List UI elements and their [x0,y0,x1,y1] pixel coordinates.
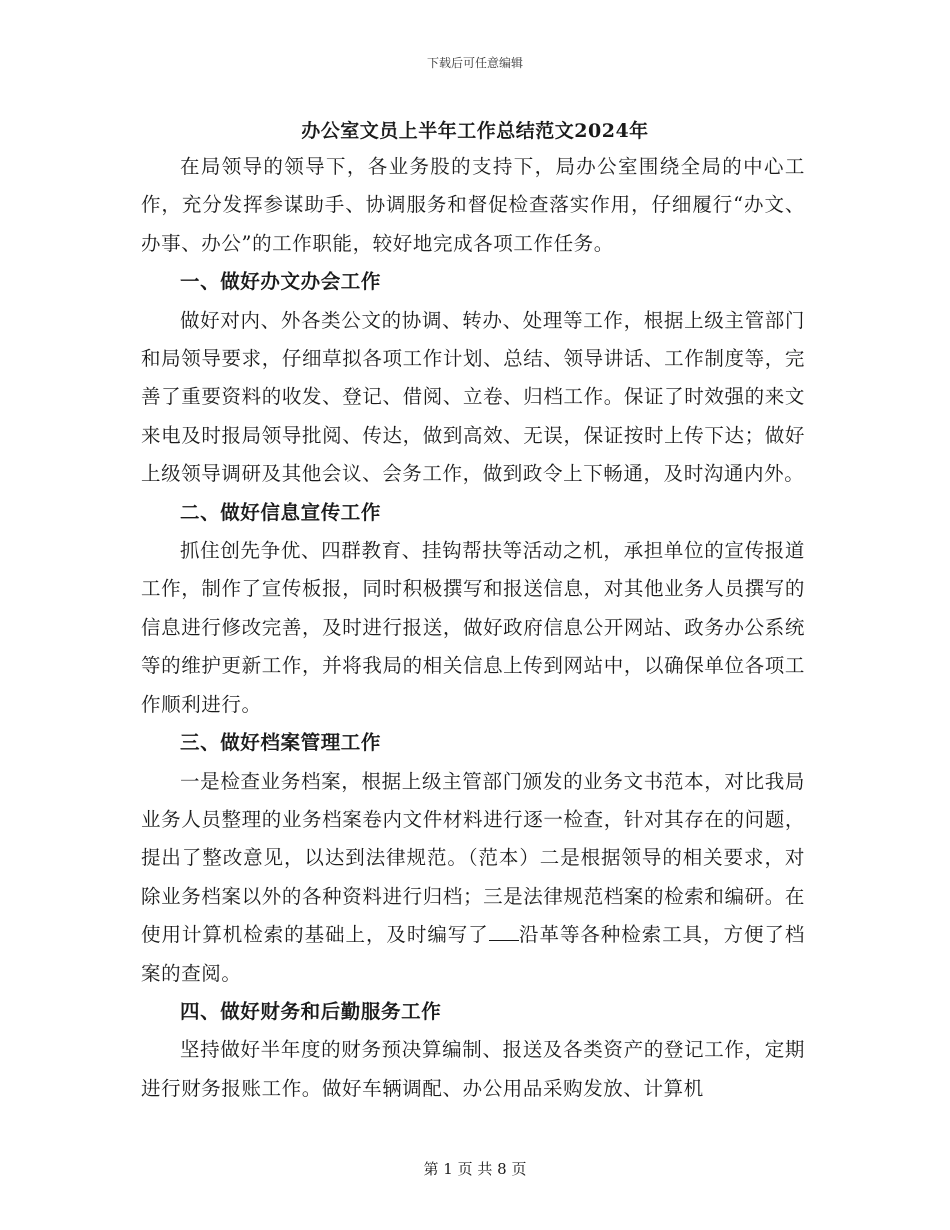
section-3-body-text: 一是检查业务档案，根据上级主管部门颁发的业务文书范本，对比我局业务人员整理的业务档案卷内文件材料进行逐一检查，针对其存在的问题，提出了整改意见，以达到法律规范。（范本）二是根据领导的相关要求，对除业务档案以外的各种资料进行归档；三是法律规范档案的检索和编研。在使用计算机检索的基础上，及时编写了 [141,769,805,947]
section-3-body-text-continued: 沿革等各种检索工具，方便了档案的查阅。 [141,923,806,985]
section-1-body: 做好对内、外各类公文的协调、转办、处理等工作，根据上级主管部门和局领导要求，仔细草拟各项工作计划、总结、领导讲话、工作制度等，完善了重要资料的收发、登记、借阅、立卷、归档工作。保证了时效强的来文来电及时报局领导批阅、传达，做到高效、无误，保证按时上传下达；做好上级领导调研及其他会议、会务工作，做到政令上下畅通，及时沟通内外。 [141,308,805,486]
document-title: 办公室文员上半年工作总结范文2024年 [301,120,649,142]
section-3-body [141,763,805,993]
section-2-heading: 二、做好信息宣传工作 [180,500,382,524]
section-2-body: 抓住创先争优、四群教育、挂钩帮扶等活动之机，承担单位的宣传报道工作，制作了宣传板报，同时积极撰写和报送信息，对其他业务人员撰写的信息进行修改完善，及时进行报送，做好政府信息公开网站、政务办公系统等的维护更新工作，并将我局的相关信息上传到网站中，以确保单位各项工作顺利进行。 [141,539,805,716]
header-note: 下载后可任意编辑 [426,56,523,70]
section-1-heading: 一、做好办文办会工作 [180,270,382,294]
section-4-heading: 四、做好财务和后勤服务工作 [180,999,442,1023]
fill-in-blank [489,922,519,941]
page-number: 第 1 页 共 8 页 [423,1160,527,1178]
section-3-heading: 三、做好档案管理工作 [180,731,382,755]
document-body [141,148,805,1108]
section-4-body: 坚持做好半年度的财务预决算编制、报送及各类资产的登记工作，定期进行财务报账工作。做好车辆调配、办公用品采购发放、计算机 [141,1038,805,1100]
intro-paragraph: 在局领导的领导下，各业务股的支持下，局办公室围绕全局的中心工作，充分发挥参谋助手、协调服务和督促检查落实作用，仔细履行“办文、办事、办公”的工作职能，较好地完成各项工作任务。 [141,155,805,255]
